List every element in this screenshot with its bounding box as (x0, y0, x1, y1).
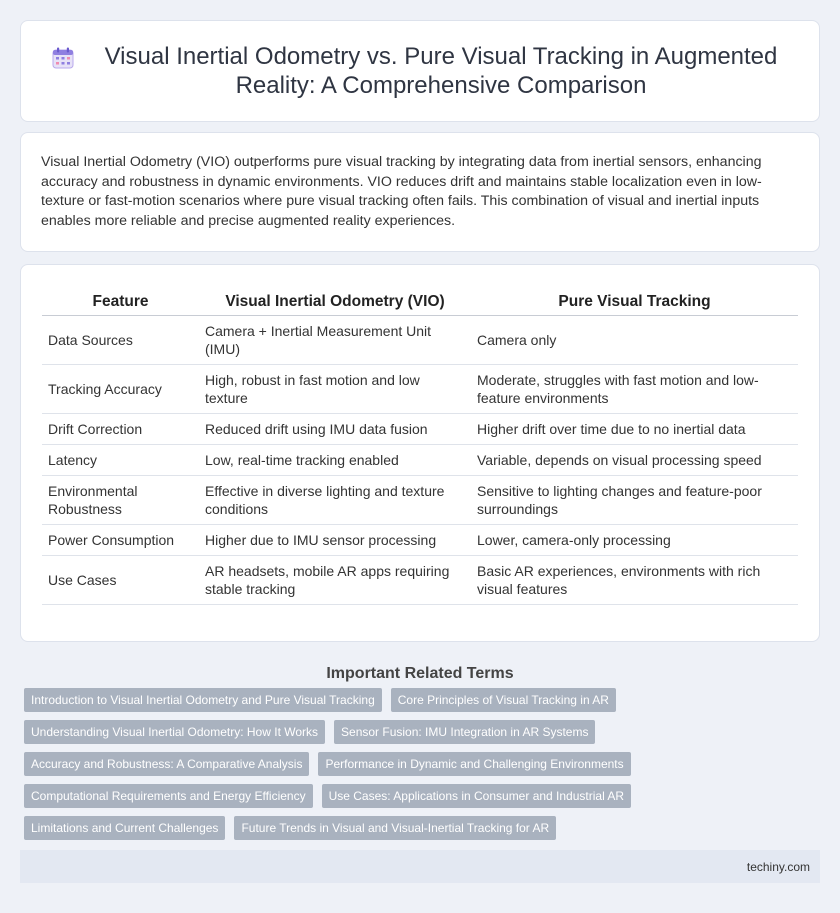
table-cell-feature: Latency (42, 444, 199, 475)
table-row (42, 413, 798, 444)
table-cell-vio: Higher due to IMU sensor processing (199, 524, 471, 555)
column-header-vio: Visual Inertial Odometry (VIO) (199, 290, 471, 315)
tag-row (24, 784, 820, 808)
title-wrap (51, 42, 789, 100)
table-header-row (42, 290, 798, 315)
table-cell-feature: Power Consumption (42, 524, 199, 555)
table-row (42, 364, 798, 413)
table-cell-vio: High, robust in fast motion and low texture (199, 364, 471, 413)
tag-row (24, 688, 820, 712)
related-term-tag[interactable]: Accuracy and Robustness: A Comparative Analysis (24, 752, 309, 776)
table-cell-vio: Effective in diverse lighting and texture conditions (199, 475, 471, 524)
column-header-pure-visual: Pure Visual Tracking (471, 290, 798, 315)
footer (20, 850, 820, 883)
calendar-icon (51, 46, 75, 70)
tag-row (24, 752, 820, 776)
table-cell-pure-visual: Lower, camera-only processing (471, 524, 798, 555)
related-terms-tags (20, 688, 820, 840)
related-term-tag[interactable]: Use Cases: Applications in Consumer and Industrial AR (322, 784, 631, 808)
table-cell-pure-visual: Basic AR experiences, environments with rich visual features (471, 555, 798, 604)
related-terms-section (20, 664, 820, 840)
related-term-tag[interactable]: Performance in Dynamic and Challenging Environments (318, 752, 630, 776)
footer-site-link[interactable]: techiny.com (746, 859, 810, 874)
comparison-table (42, 290, 798, 605)
table-cell-feature: Use Cases (42, 555, 199, 604)
table-cell-vio: Reduced drift using IMU data fusion (199, 413, 471, 444)
related-terms-title: Important Related Terms (326, 665, 514, 682)
table-cell-vio: AR headsets, mobile AR apps requiring stable tracking (199, 555, 471, 604)
table-cell-pure-visual: Higher drift over time due to no inertial data (471, 413, 798, 444)
tag-row (24, 816, 820, 840)
table-cell-pure-visual: Sensitive to lighting changes and feature-poor surroundings (471, 475, 798, 524)
comparison-card (20, 264, 820, 642)
table-cell-pure-visual: Variable, depends on visual processing speed (471, 444, 798, 475)
table-row (42, 524, 798, 555)
title-card (20, 20, 820, 122)
summary-text: Visual Inertial Odometry (VIO) outperforms pure visual tracking by integrating data from inertial sensors, enhancing accuracy and robustness in dynamic environments. VIO reduces drift and maintains stable localization even in low-texture or fast-motion scenarios where pure visual tracking often fails. This combination of visual and inertial inputs enables more reliable and precise augmented reality experiences. (41, 154, 762, 229)
related-term-tag[interactable]: Core Principles of Visual Tracking in AR (391, 688, 616, 712)
tag-row (24, 720, 820, 744)
column-header-feature: Feature (42, 290, 199, 315)
related-term-tag[interactable]: Sensor Fusion: IMU Integration in AR Systems (334, 720, 595, 744)
table-cell-pure-visual: Moderate, struggles with fast motion and low-feature environments (471, 364, 798, 413)
table-cell-pure-visual: Camera only (471, 315, 798, 364)
table-row (42, 315, 798, 364)
summary-card (20, 132, 820, 252)
table-row (42, 555, 798, 604)
table-cell-vio: Camera + Inertial Measurement Unit (IMU) (199, 315, 471, 364)
related-term-tag[interactable]: Computational Requirements and Energy Efficiency (24, 784, 313, 808)
table-cell-feature: Drift Correction (42, 413, 199, 444)
table-row (42, 475, 798, 524)
page-title: Visual Inertial Odometry vs. Pure Visual Tracking in Augmented Reality: A Comprehensive Comparison (104, 43, 778, 99)
table-cell-feature: Tracking Accuracy (42, 364, 199, 413)
table-cell-feature: Environmental Robustness (42, 475, 199, 524)
related-term-tag[interactable]: Understanding Visual Inertial Odometry: How It Works (24, 720, 325, 744)
related-term-tag[interactable]: Future Trends in Visual and Visual-Inertial Tracking for AR (234, 816, 556, 840)
related-term-tag[interactable]: Limitations and Current Challenges (24, 816, 225, 840)
related-term-tag[interactable]: Introduction to Visual Inertial Odometry and Pure Visual Tracking (24, 688, 382, 712)
table-row (42, 444, 798, 475)
table-cell-vio: Low, real-time tracking enabled (199, 444, 471, 475)
table-cell-feature: Data Sources (42, 315, 199, 364)
